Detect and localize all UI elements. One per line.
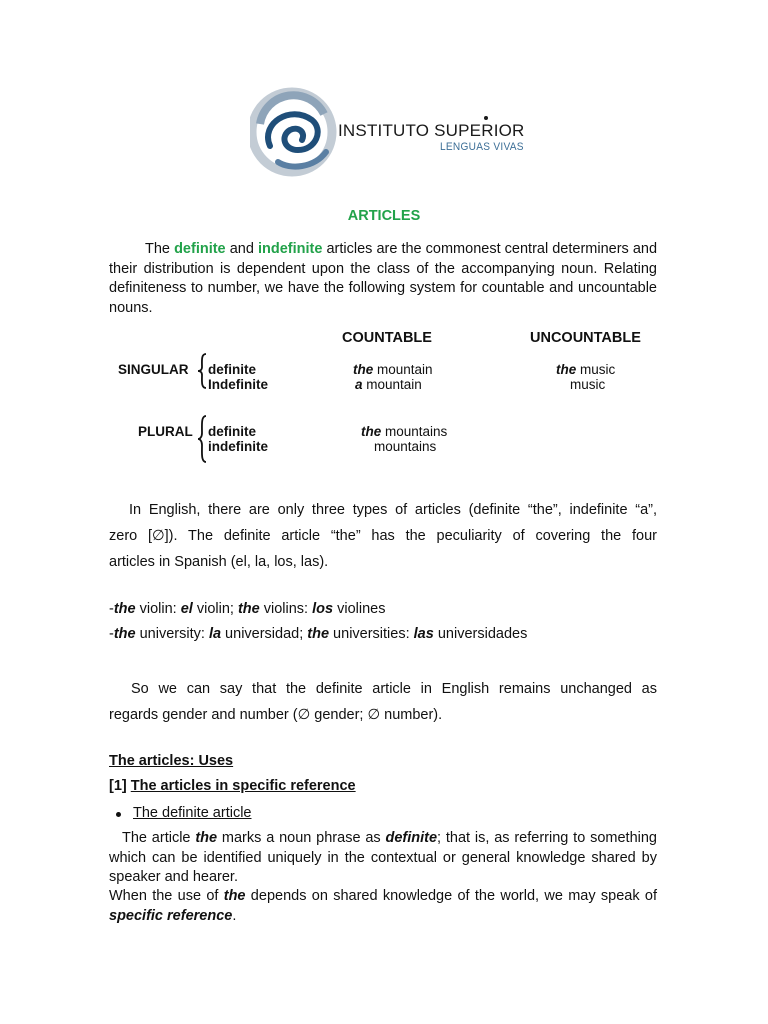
page-title: ARTICLES: [347, 208, 421, 224]
pl-indefinite-label: indefinite: [208, 439, 268, 454]
logo-title: INSTITUTO SUPERIOR: [338, 121, 525, 140]
bullet-definite-article: The definite article: [133, 805, 252, 821]
bullet-dot: [116, 812, 121, 817]
brace-plural-icon: [197, 415, 207, 463]
sg-indef-countable: a mountain: [355, 377, 422, 392]
row-label-plural: PLURAL: [138, 424, 193, 439]
logo-dot: [484, 116, 488, 120]
sg-def-uncountable: the music: [556, 362, 616, 377]
intro-text-start: The: [145, 241, 170, 257]
col-header-countable: COUNTABLE: [342, 330, 432, 346]
term-indefinite: indefinite: [257, 241, 323, 257]
uses-subheading: [1] The articles in specific reference: [109, 778, 356, 794]
intro-and: and: [229, 241, 254, 257]
gender-line-2: regards gender and number (∅ gender; ∅ number).: [109, 707, 443, 723]
gender-line-1: So we can say that the definite article in English remains unchanged as: [131, 681, 657, 697]
intro-text-rest: articles are the commonest central determiners and their distribution is dependent upon the class of the accompanying noun. Relating definiteness to number, we have the following system for countable and uncountable nouns.: [109, 241, 658, 316]
sg-def-countable: the mountain: [353, 362, 433, 377]
pl-def-countable: the mountains: [361, 424, 448, 439]
types-paragraph: [109, 497, 657, 575]
gender-paragraph: [109, 676, 657, 728]
uses-heading: The articles: Uses: [109, 753, 234, 769]
pl-indef-countable: mountains: [374, 439, 437, 454]
term-definite: definite: [174, 241, 226, 257]
types-line-2: zero [∅]). The definite article “the” has the peculiarity of covering the four: [109, 528, 657, 544]
sg-definite-label: definite: [208, 362, 257, 377]
sg-indef-uncountable: music: [570, 377, 606, 392]
pl-definite-label: definite: [208, 424, 257, 439]
sg-indefinite-label: Indefinite: [208, 377, 268, 392]
example-violin: -the violin: el violin; the violins: los violines: [109, 601, 386, 617]
types-line-3: articles in Spanish (el, la, los, las).: [109, 554, 329, 570]
types-line-1: In English, there are only three types of articles (definite “the”, indefinite “a”,: [129, 502, 657, 518]
uses-paragraph-2: When the use of the depends on shared knowledge of the world, we may speak of specific reference.: [109, 888, 657, 924]
swirl-logo-icon: [252, 92, 332, 172]
intro-paragraph: [109, 240, 657, 318]
logo-subtitle: LENGUAS VIVAS: [440, 141, 524, 153]
brace-singular-icon: [197, 353, 207, 389]
row-label-singular: SINGULAR: [118, 362, 189, 377]
example-university: -the university: la universidad; the universities: las universidades: [109, 626, 528, 642]
uses-paragraph-1: The article the marks a noun phrase as definite; that is, as referring to something which can be identified uniquely in the contextual or general knowledge shared by speaker and hearer.: [109, 830, 657, 885]
col-header-uncountable: UNCOUNTABLE: [530, 330, 641, 346]
